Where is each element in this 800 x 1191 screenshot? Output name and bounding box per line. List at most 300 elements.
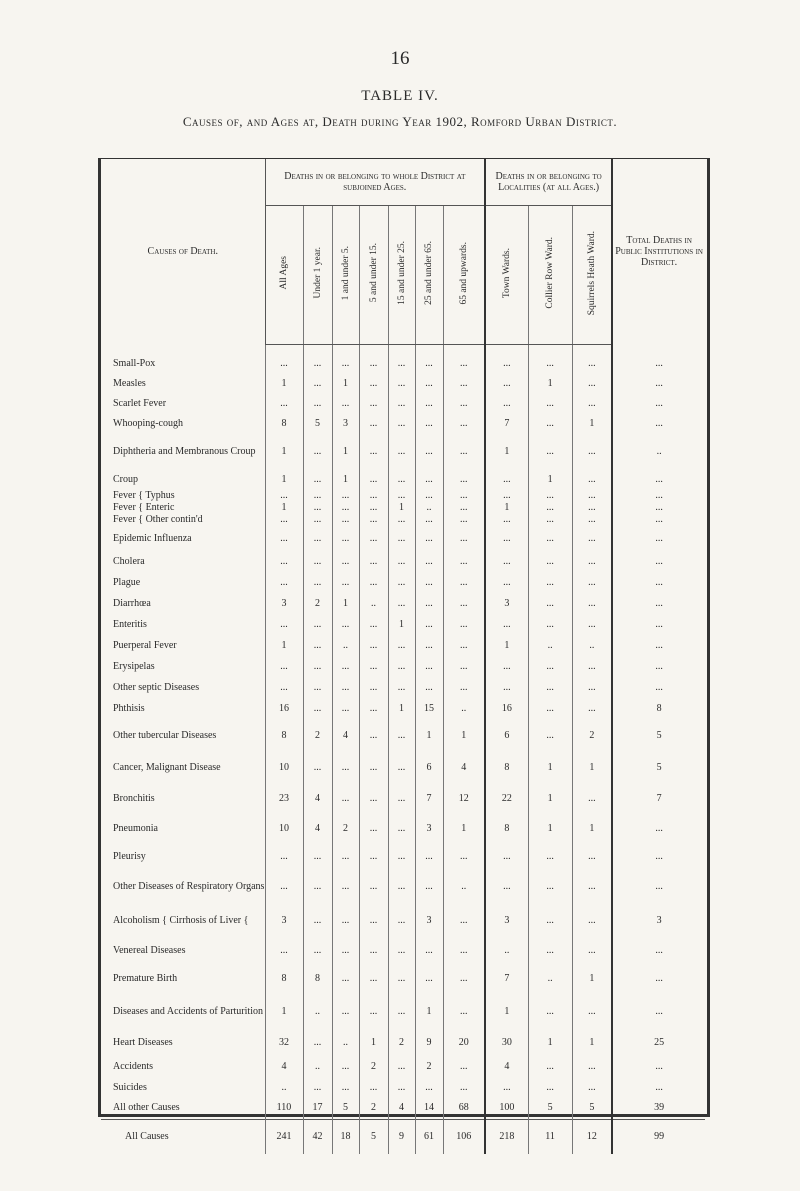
value-cell: 6 [415,751,443,783]
cause-cell: Bronchitis [113,792,155,804]
value-cell: ... [359,937,388,963]
value-cell: ... [359,469,388,489]
table-row [101,869,705,903]
value-cell: ... [443,843,485,869]
value-cell: ... [443,373,485,393]
cause-cell: Other Diseases of Respiratory Organs [113,880,265,892]
column-header-2: Under 1 year. [303,206,332,345]
value-cell: 2 [303,719,332,751]
value-cell: ... [359,572,388,593]
value-cell: ... [572,513,612,525]
value-cell: ... [332,572,359,593]
value-cell: 9 [415,1029,443,1055]
value-cell: ... [265,656,303,677]
value-cell: ... [528,1055,572,1077]
value-cell: ... [415,551,443,572]
value-cell: ... [612,593,705,614]
value-cell: ... [612,677,705,698]
value-cell: ... [443,489,485,501]
value-cell: ... [359,677,388,698]
table-row [101,501,705,513]
value-cell: 8 [485,751,528,783]
value-cell: 9 [388,1119,415,1154]
value-cell: 3 [265,903,303,937]
value-cell: ... [528,656,572,677]
value-cell: 8 [485,813,528,843]
value-cell: ... [388,393,415,413]
value-cell: ... [332,869,359,903]
table-row [101,813,705,843]
value-cell: ... [303,656,332,677]
value-cell: ... [359,413,388,433]
value-cell: 1 [485,501,528,513]
value-cell: ... [572,525,612,551]
value-cell: ... [388,993,415,1029]
value-cell: ... [528,525,572,551]
value-cell: ... [485,489,528,501]
table-row [101,903,705,937]
value-cell: ... [572,869,612,903]
value-cell: ... [265,869,303,903]
value-cell: ... [415,869,443,903]
value-cell: ... [485,1077,528,1097]
total-row [101,1119,705,1154]
value-cell: 3 [485,903,528,937]
value-cell: ... [415,393,443,413]
value-cell: 1 [528,813,572,843]
value-cell: ... [572,937,612,963]
value-cell: ... [528,393,572,413]
value-cell: ... [443,393,485,413]
value-cell: ... [612,635,705,656]
value-cell: ... [415,525,443,551]
table-row [101,413,705,433]
value-cell: ... [612,501,705,513]
value-cell: ... [443,614,485,635]
mortality-table [101,159,705,1154]
value-cell: ... [415,963,443,993]
value-cell: 39 [612,1097,705,1119]
table-row [101,572,705,593]
value-cell: ... [528,903,572,937]
value-cell: ... [485,469,528,489]
table-row [101,513,705,525]
value-cell: ... [359,635,388,656]
value-cell: ... [415,469,443,489]
value-cell: ... [612,614,705,635]
cause-cell: Fever { Other contin'd [113,513,203,525]
value-cell: ... [612,869,705,903]
value-cell: ... [572,393,612,413]
value-cell: ... [572,572,612,593]
value-cell: 22 [485,783,528,813]
page-number: 16 [390,48,410,69]
value-cell: ... [359,614,388,635]
cause-cell: Other tubercular Diseases [113,729,217,741]
value-cell: ... [528,1077,572,1097]
value-cell: ... [303,353,332,373]
value-cell: 2 [415,1055,443,1077]
value-cell: ... [332,963,359,993]
cause-cell: Venereal Diseases [113,944,186,956]
cause-cell: Croup [113,473,138,485]
value-cell: ... [528,937,572,963]
value-cell: ... [528,489,572,501]
value-cell: ... [359,501,388,513]
value-cell: ... [332,783,359,813]
value-cell: .. [572,635,612,656]
value-cell: .. [415,501,443,513]
value-cell: ... [528,869,572,903]
value-cell: .. [528,635,572,656]
value-cell: ... [303,501,332,513]
value-cell: ... [359,963,388,993]
value-cell: 1 [415,993,443,1029]
value-cell: 42 [303,1119,332,1154]
value-cell: ... [359,489,388,501]
value-cell: 32 [265,1029,303,1055]
value-cell: ... [265,489,303,501]
value-cell: ... [443,413,485,433]
cause-cell: Suicides [113,1081,147,1093]
value-cell: ... [359,751,388,783]
value-cell: 23 [265,783,303,813]
value-cell: ... [388,677,415,698]
cause-cell: Scarlet Fever [113,397,167,409]
table-row [101,433,705,469]
value-cell: ... [415,593,443,614]
value-cell: ... [388,656,415,677]
value-cell: ... [572,469,612,489]
value-cell: 16 [485,698,528,719]
value-cell: .. [528,963,572,993]
header-causes: Causes of Death. [101,159,265,345]
value-cell: 3 [415,813,443,843]
value-cell: 1 [528,783,572,813]
table-row [101,1077,705,1097]
value-cell: ... [443,572,485,593]
value-cell: 2 [303,593,332,614]
value-cell: ... [388,783,415,813]
cause-cell: Plague [113,577,141,588]
value-cell: 1 [572,413,612,433]
value-cell: ... [265,513,303,525]
value-cell: ... [572,433,612,469]
value-cell: ... [612,656,705,677]
value-cell: ... [572,993,612,1029]
cause-cell: Other septic Diseases [113,682,200,693]
value-cell: 4 [388,1097,415,1119]
table-row [101,937,705,963]
value-cell: .. [443,869,485,903]
value-cell: 1 [265,993,303,1029]
value-cell: ... [388,813,415,843]
value-cell: 3 [612,903,705,937]
value-cell: ... [359,843,388,869]
column-header-3: 1 and under 5. [332,206,359,345]
value-cell: ... [388,937,415,963]
value-cell: ... [359,719,388,751]
value-cell: 106 [443,1119,485,1154]
value-cell: 1 [359,1029,388,1055]
value-cell: 3 [332,413,359,433]
table-row [101,1097,705,1119]
value-cell: ... [612,1055,705,1077]
value-cell: ... [612,373,705,393]
table-row [101,614,705,635]
value-cell: ... [332,751,359,783]
value-cell: 1 [443,813,485,843]
value-cell: ... [303,698,332,719]
value-cell: ... [528,593,572,614]
value-cell: ... [388,525,415,551]
value-cell: ... [303,1029,332,1055]
value-cell: ... [388,843,415,869]
value-cell: ... [359,353,388,373]
value-cell: 218 [485,1119,528,1154]
value-cell: ... [443,635,485,656]
table-row [101,1029,705,1055]
value-cell: 2 [388,1029,415,1055]
value-cell: ... [359,698,388,719]
value-cell: ... [415,635,443,656]
value-cell: ... [612,413,705,433]
table-row [101,843,705,869]
value-cell: 4 [332,719,359,751]
value-cell: ... [265,843,303,869]
value-cell: ... [303,614,332,635]
value-cell: ... [388,963,415,993]
value-cell: ... [612,489,705,501]
value-cell: 5 [528,1097,572,1119]
value-cell: 3 [265,593,303,614]
value-cell: ... [332,353,359,373]
value-cell: ... [612,813,705,843]
value-cell: ... [528,572,572,593]
value-cell: ... [359,869,388,903]
table-row [101,1055,705,1077]
value-cell: 1 [265,469,303,489]
value-cell: 25 [612,1029,705,1055]
value-cell: ... [415,433,443,469]
value-cell: 4 [303,783,332,813]
value-cell: ... [303,751,332,783]
cause-cell: Diseases and Accidents of Parturition [113,1005,263,1017]
value-cell: 17 [303,1097,332,1119]
value-cell: ... [265,937,303,963]
value-cell: ... [359,373,388,393]
table-row [101,635,705,656]
value-cell: ... [612,1077,705,1097]
cause-cell: Fever { Typhus [113,489,175,501]
value-cell: ... [332,1077,359,1097]
value-cell: ... [572,551,612,572]
value-cell: 1 [388,614,415,635]
value-cell: ... [612,963,705,993]
cause-cell: Puerperal Fever [113,640,177,651]
value-cell: ... [572,903,612,937]
value-cell: ... [612,469,705,489]
value-cell: ... [332,993,359,1029]
value-cell: ... [332,525,359,551]
value-cell: ... [612,572,705,593]
table-row [101,993,705,1029]
column-header-9: Collier Row Ward. [528,206,572,345]
value-cell: ... [443,677,485,698]
value-cell: 1 [572,963,612,993]
value-cell: ... [265,525,303,551]
cause-cell: Erysipelas [113,661,155,672]
cause-cell: Fever { Enteric [113,501,175,513]
value-cell: 12 [443,783,485,813]
value-cell: ... [332,698,359,719]
value-cell: 1 [265,433,303,469]
value-cell: ... [528,501,572,513]
value-cell: ... [303,489,332,501]
value-cell: 1 [572,751,612,783]
value-cell: ... [415,614,443,635]
value-cell: 1 [528,751,572,783]
value-cell: 61 [415,1119,443,1154]
value-cell: 4 [485,1055,528,1077]
value-cell: .. [265,1077,303,1097]
value-cell: 11 [528,1119,572,1154]
value-cell: 1 [415,719,443,751]
value-cell: 5 [572,1097,612,1119]
value-cell: ... [572,783,612,813]
value-cell: 5 [612,719,705,751]
value-cell: 100 [485,1097,528,1119]
value-cell: 7 [485,413,528,433]
value-cell: 1 [332,373,359,393]
value-cell: ... [303,572,332,593]
value-cell: 8 [265,963,303,993]
value-cell: ... [332,513,359,525]
value-cell: ... [303,469,332,489]
value-cell: ... [303,869,332,903]
value-cell: ... [415,656,443,677]
value-cell: .. [443,698,485,719]
table-row [101,783,705,813]
value-cell: 1 [528,373,572,393]
value-cell: ... [485,551,528,572]
value-cell: 1 [332,593,359,614]
value-cell: ... [415,677,443,698]
value-cell: ... [359,393,388,413]
cause-cell: Diphtheria and Membranous Croup [113,445,256,457]
value-cell: 1 [388,698,415,719]
table-row [101,373,705,393]
value-cell: ... [612,393,705,413]
value-cell: 8 [265,413,303,433]
value-cell: ... [303,677,332,698]
value-cell: ... [485,614,528,635]
value-cell: ... [388,593,415,614]
value-cell: 4 [265,1055,303,1077]
value-cell: ... [612,993,705,1029]
value-cell: ... [612,353,705,373]
value-cell: ... [415,413,443,433]
value-cell: ... [572,593,612,614]
value-cell: ... [332,903,359,937]
value-cell: 4 [443,751,485,783]
value-cell: ... [485,656,528,677]
value-cell: 6 [485,719,528,751]
value-cell: ... [332,1055,359,1077]
cause-cell: Enteritis [113,619,147,630]
value-cell: 1 [485,635,528,656]
value-cell: ... [572,677,612,698]
value-cell: 1 [332,433,359,469]
value-cell: 68 [443,1097,485,1119]
cause-cell: Pleurisy [113,850,146,862]
value-cell: .. [359,593,388,614]
value-cell: ... [612,937,705,963]
table-row [101,551,705,572]
value-cell: ... [359,993,388,1029]
column-header-10: Squirrels Heath Ward. [572,206,612,345]
value-cell: 20 [443,1029,485,1055]
value-cell: 8 [303,963,332,993]
value-cell: ... [485,513,528,525]
cause-cell: Cholera [113,556,145,567]
value-cell: 7 [485,963,528,993]
cause-cell: Cancer, Malignant Disease [113,761,221,773]
value-cell: 1 [485,433,528,469]
table-caption [0,113,800,131]
table-row [101,469,705,489]
value-cell: ... [265,677,303,698]
table-row [101,525,705,551]
value-cell: 1 [572,1029,612,1055]
value-cell: ... [303,635,332,656]
value-cell: ... [359,433,388,469]
value-cell: 12 [572,1119,612,1154]
header-group-localities: Deaths in or belonging to Localities (at all Ages.) [485,159,612,206]
value-cell: ... [528,993,572,1029]
value-cell: 5 [612,751,705,783]
value-cell: ... [443,551,485,572]
value-cell: ... [528,433,572,469]
value-cell: ... [415,572,443,593]
value-cell: ... [359,1077,388,1097]
value-cell: .. [303,993,332,1029]
cause-cell: Accidents [113,1060,153,1072]
value-cell: 1 [332,469,359,489]
value-cell: ... [359,551,388,572]
value-cell: ... [485,869,528,903]
value-cell: ... [443,501,485,513]
value-cell: ... [265,393,303,413]
value-cell: 99 [612,1119,705,1154]
table-row [101,677,705,698]
value-cell: ... [572,698,612,719]
cause-cell: Epidemic Influenza [113,532,192,544]
cause-cell: Heart Diseases [113,1036,173,1048]
value-cell: ... [443,593,485,614]
value-cell: ... [332,843,359,869]
value-cell: ... [388,1077,415,1097]
table-row [101,698,705,719]
value-cell: ... [359,903,388,937]
value-cell: 2 [359,1055,388,1077]
value-cell: ... [443,963,485,993]
value-cell: ... [528,843,572,869]
value-cell: ... [332,501,359,513]
value-cell: ... [265,551,303,572]
header-group-ages: Deaths in or belonging to whole District at subjoined Ages. [265,159,485,206]
value-cell: 18 [332,1119,359,1154]
